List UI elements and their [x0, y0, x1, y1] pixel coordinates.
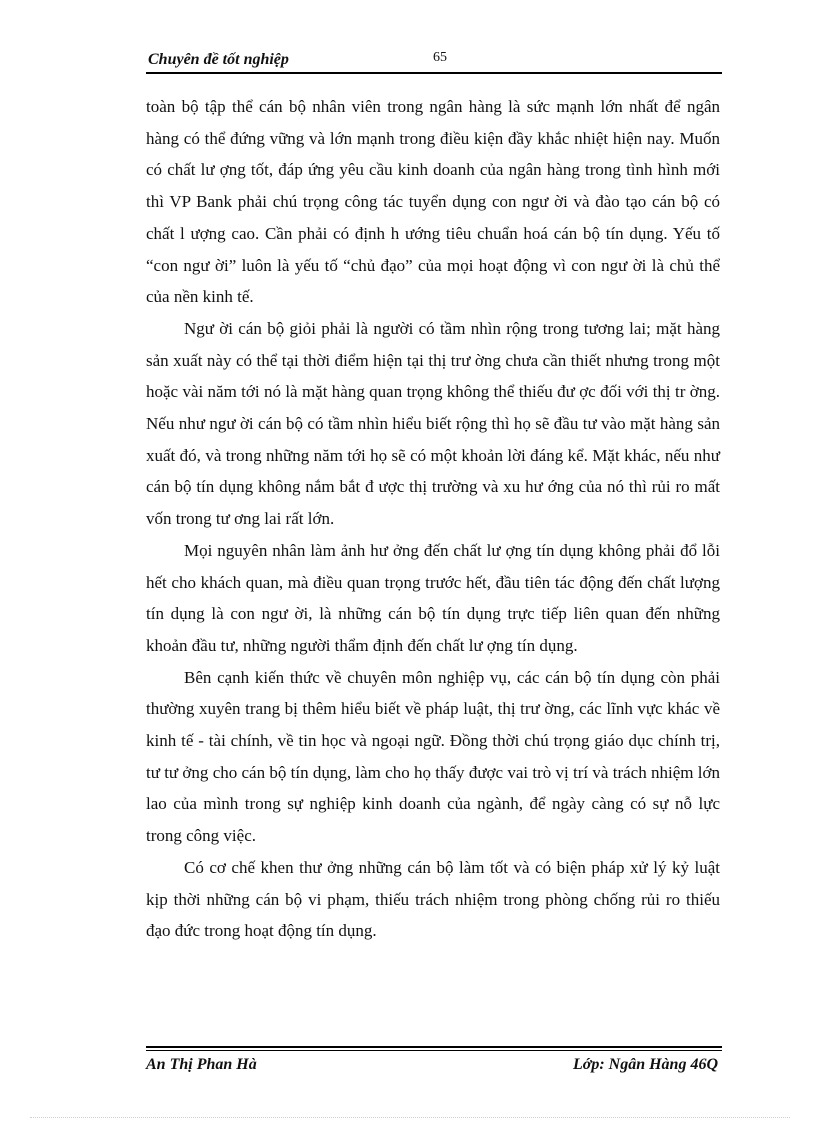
paragraph: toàn bộ tập thể cán bộ nhân viên trong ngân hàng là sức mạnh lớn nhất để ngân hàng có thể đứng vững và lớn mạnh trong điều kiện đầy khắc nhiệt hiện nay. Muốn có chất lư ợng tốt, đáp ứng yêu cầu kinh doanh của ngân hàng trong tình hình mới thì VP Bank phải chú trọng công tác tuyển dụng con ngư ời và đào tạo cán bộ có chất l ượng cao. Cần phải có định h ướng tiêu chuẩn hoá cán bộ tín dụng. Yếu tố “con ngư ời” luôn là yếu tố “chủ đạo” của mọi hoạt động vì con ngư ời là chủ thể của nền kinh tế. [146, 97, 720, 307]
footer-author: An Thị Phan Hà [146, 1056, 257, 1073]
footer-rule [146, 1046, 722, 1048]
paragraph: Ngư ời cán bộ giỏi phải là người có tầm nhìn rộng trong tương lai; mặt hàng sản xuất này có thể tại thời điểm hiện tại thị trư ờng chưa cần thiết nhưng trong một hoặc vài năm tới nó là mặt hàng quan trọng không thể thiếu đư ợc đối với thị tr ờng. Nếu như ngư ời cán bộ có tầm nhìn hiểu biết rộng thì họ sẽ đầu tư vào mặt hàng sản xuất đó, và trong những năm tới họ sẽ có một khoản lời đáng kể. Mặt khác, nếu như cán bộ tín dụng không nắm bắt đ ược thị trường và xu hư ớng của nó thì rủi ro mất vốn trong tư ơng lai rất lớn. [146, 318, 720, 529]
bottom-dotted-line [30, 1117, 790, 1118]
paragraph: Mọi nguyên nhân làm ảnh hư ởng đến chất lư ợng tín dụng không phải đổ lỗi hết cho khách quan, mà điều quan trọng trước hết, đầu tiên tác động đến chất lượng tín dụng là con ngư ời, là những cán bộ tín dụng trực tiếp liên quan đến những khoản đầu tư, những người thẩm định đến chất lư ợng tín dụng. [146, 540, 720, 655]
header-title: Chuyên đề tốt nghiệp [148, 51, 289, 68]
paragraph: Có cơ chế khen thư ởng những cán bộ làm tốt và có biện pháp xử lý kỷ luật kịp thời những cán bộ vi phạm, thiếu trách nhiệm trong phòng chống rủi ro thiếu đạo đức trong hoạt động tín dụng. [146, 857, 720, 941]
body-text [146, 91, 720, 947]
footer-class: Lớp: Ngân Hàng 46Q [572, 1056, 718, 1073]
header-rule [146, 72, 722, 74]
page-header [146, 46, 722, 76]
page-number: 65 [433, 50, 447, 65]
footer-rule-thin [146, 1050, 722, 1051]
page-footer [146, 1046, 722, 1086]
paragraph: Bên cạnh kiến thức về chuyên môn nghiệp vụ, các cán bộ tín dụng còn phải thường xuyên trang bị thêm hiểu biết về pháp luật, thị trư ờng, các lĩnh vực khác về kinh tế - tài chính, về tin học và ngoại ngữ. Đồng thời chú trọng giáo dục chính trị, tư tư ởng cho cán bộ tín dụng, làm cho họ thấy được vai trò vị trí và trách nhiệm lớn lao của mình trong sự nghiệp kinh doanh của ngành, để ngày càng có sự nỗ lực trong công việc. [146, 667, 720, 846]
